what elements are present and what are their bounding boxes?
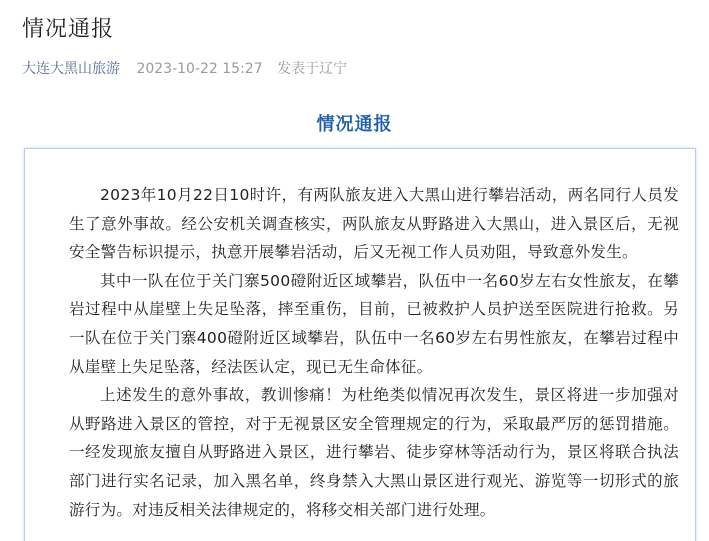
account-name-link[interactable]: 大连大黑山旅游 xyxy=(22,61,120,77)
notice-paragraph: 上述发生的意外事故，教训惨痛！为杜绝类似情况再次发生，景区将进一步加强对从野路进入景区的管控，对于无视景区安全管理规定的行为，采取最严厉的惩罚措施。一经发现旅友擅自从野路进入景区，进行攀岩、徒步穿林等活动行为，景区将联合执法部门进行实名记录，加入黑名单，终身禁入大黑山景区进行观光、游览等一切形式的旅游行为。对违反相关法律规定的，将移交相关部门进行处理。 xyxy=(69,386,679,519)
article-meta xyxy=(22,58,347,78)
publish-location: 发表于辽宁 xyxy=(277,61,348,77)
article-title: 情况通报 xyxy=(22,17,115,42)
notice-paragraph: 2023年10月22日10时许，有两队旅友进入大黑山进行攀岩活动，两名同行人员发生了意外事故。经公安机关调查核实，两队旅友从野路进入大黑山，进入景区后，无视安全警告标识提示，执意开展攀岩活动，后又无视工作人员劝阻，导致意外发生。 xyxy=(69,186,679,262)
notice-paragraph: 其中一队在位于关门寨500磴附近区域攀岩，队伍中一名60岁左右女性旅友，在攀岩过程中从崖壁上失足坠落，摔至重伤，目前，已被救护人员护送至医院进行抢救。另一队在位于关门寨400磴附近区域攀岩，队伍中一名60岁左右男性旅友，在攀岩过程中从崖壁上失足坠落，经法医认定，现已无生命体征。 xyxy=(69,271,679,376)
notice-heading: 情况通报 xyxy=(316,114,393,135)
notice-content-box xyxy=(24,148,696,541)
publish-time: 2023-10-22 15:27 xyxy=(136,61,263,77)
